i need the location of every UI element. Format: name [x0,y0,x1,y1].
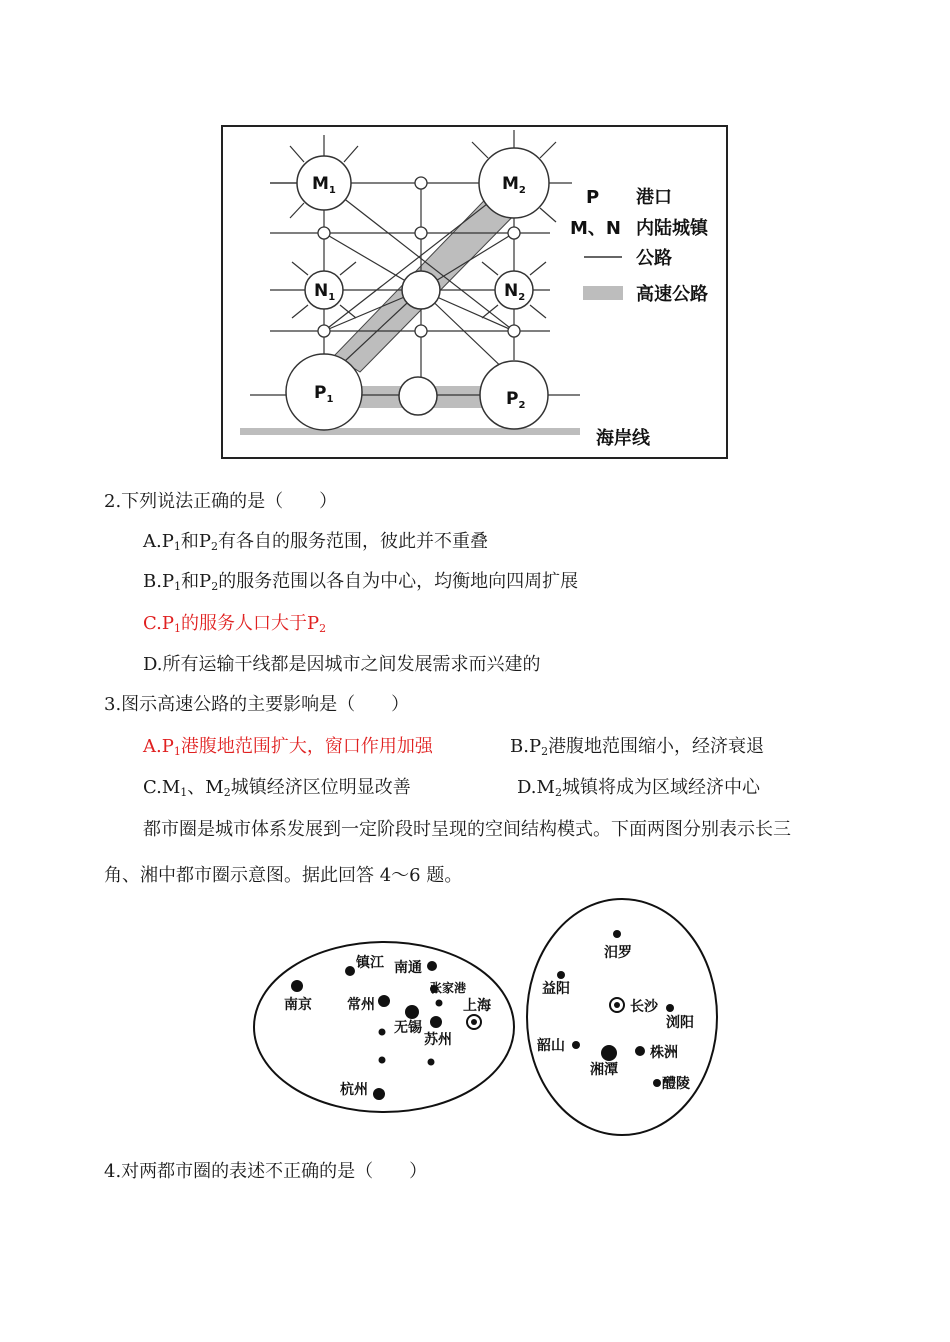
city-label-suzhou: 苏州 [424,1032,452,1048]
city-label-zhangjiagang: 张家港 [430,981,467,995]
city-dot-extra-2 [379,1029,386,1036]
city-dot-wuxi [405,1005,419,1019]
q2-option-c-answer: $C.P_1$的服务人口大于$P_2$ [143,613,327,635]
legend-mn-text: 内陆城镇 [636,218,708,239]
q3-stem: 3.图示高速公路的主要影响是（ ） [104,694,410,715]
label-n2: $N_2$ [504,281,526,303]
legend-mn-symbol: M、N [570,218,621,239]
city-dot-extra-4 [428,1059,435,1066]
city-dot-miluo [613,930,621,938]
city-label-xiangtan: 湘潭 [590,1062,618,1078]
city-dot-suzhou [430,1016,442,1028]
q2-stem: 2.下列说法正确的是（ ） [104,491,338,512]
label-m2: $M_2$ [502,174,526,196]
q4-stem: 4.对两都市圈的表述不正确的是（ ） [104,1161,428,1182]
city-label-wuxi: 无锡 [394,1020,422,1036]
port-network-diagram [0,0,950,470]
city-label-liling: 醴陵 [662,1076,690,1092]
city-dot-liling [653,1079,661,1087]
city-label-changsha: 长沙 [630,999,658,1015]
city-dot-xiangtan [601,1045,617,1061]
legend-highway-swatch [583,286,623,300]
legend-highway-text: 高速公路 [636,284,708,305]
city-dot-extra-3 [379,1057,386,1064]
legend-road-text: 公路 [636,248,672,269]
q2-option-b: $B.P_1$和$P_2$的服务范围以各自为中心，均衡地向四周扩展 [143,571,579,593]
city-label-shanghai: 上海 [463,998,491,1014]
city-label-changzhou: 常州 [347,997,375,1013]
city-label-yiyang: 益阳 [542,981,570,997]
q2-option-d: D.所有运输干线都是因城市之间发展需求而兴建的 [143,654,541,675]
city-dot-zhenjiang [345,966,355,976]
city-dot-zhuzhou [635,1046,645,1056]
city-label-nantong: 南通 [394,960,422,976]
city-dot-nanjing [291,980,303,992]
city-dot-extra-1 [436,1000,443,1007]
city-label-liuyang: 浏阳 [666,1015,694,1031]
legend-p-text: 港口 [636,187,672,208]
city-dot-shaoshan [572,1041,580,1049]
city-dot-liuyang [666,1004,674,1012]
coastline-band [240,428,580,435]
label-p1: $P_1$ [314,383,334,405]
q3-option-d: $D.M_2$城镇将成为区域经济中心 [517,777,760,799]
city-label-hangzhou: 杭州 [340,1082,368,1098]
intro-line-1: 都市圈是城市体系发展到一定阶段时呈现的空间结构模式。下面两图分别表示长三 [143,819,791,840]
city-dot-yiyang [557,971,565,979]
metro-area-maps [0,895,950,1155]
town-center [402,271,440,309]
q3-option-a-answer: $A.P_1$港腹地范围扩大，窗口作用加强 [143,736,433,758]
city-label-nanjing: 南京 [284,997,312,1013]
city-dot-hangzhou [373,1088,385,1100]
city-label-zhenjiang: 镇江 [356,955,384,971]
city-dot-nantong [427,961,437,971]
city-label-zhuzhou: 株洲 [650,1045,678,1061]
label-n1: $N_1$ [314,281,336,303]
city-label-miluo: 汨罗 [604,945,632,961]
q3-option-b: $B.P_2$港腹地范围缩小，经济衰退 [510,736,765,758]
label-m1: $M_1$ [312,174,336,196]
town-coastal-middle [399,377,437,415]
coastline-label: 海岸线 [596,428,650,449]
city-dot-changzhou [378,995,390,1007]
label-p2: $P_2$ [506,389,526,411]
legend-p-symbol: P [586,187,600,208]
intro-line-2: 角、湘中都市圈示意图。据此回答 4～6 题。 [104,865,463,886]
q3-option-c: $C.M_1$、$M_2$城镇经济区位明显改善 [143,777,411,799]
q2-option-a: $A.P_1$和$P_2$有各自的服务范围，彼此并不重叠 [143,531,488,553]
city-label-shaoshan: 韶山 [537,1038,565,1054]
